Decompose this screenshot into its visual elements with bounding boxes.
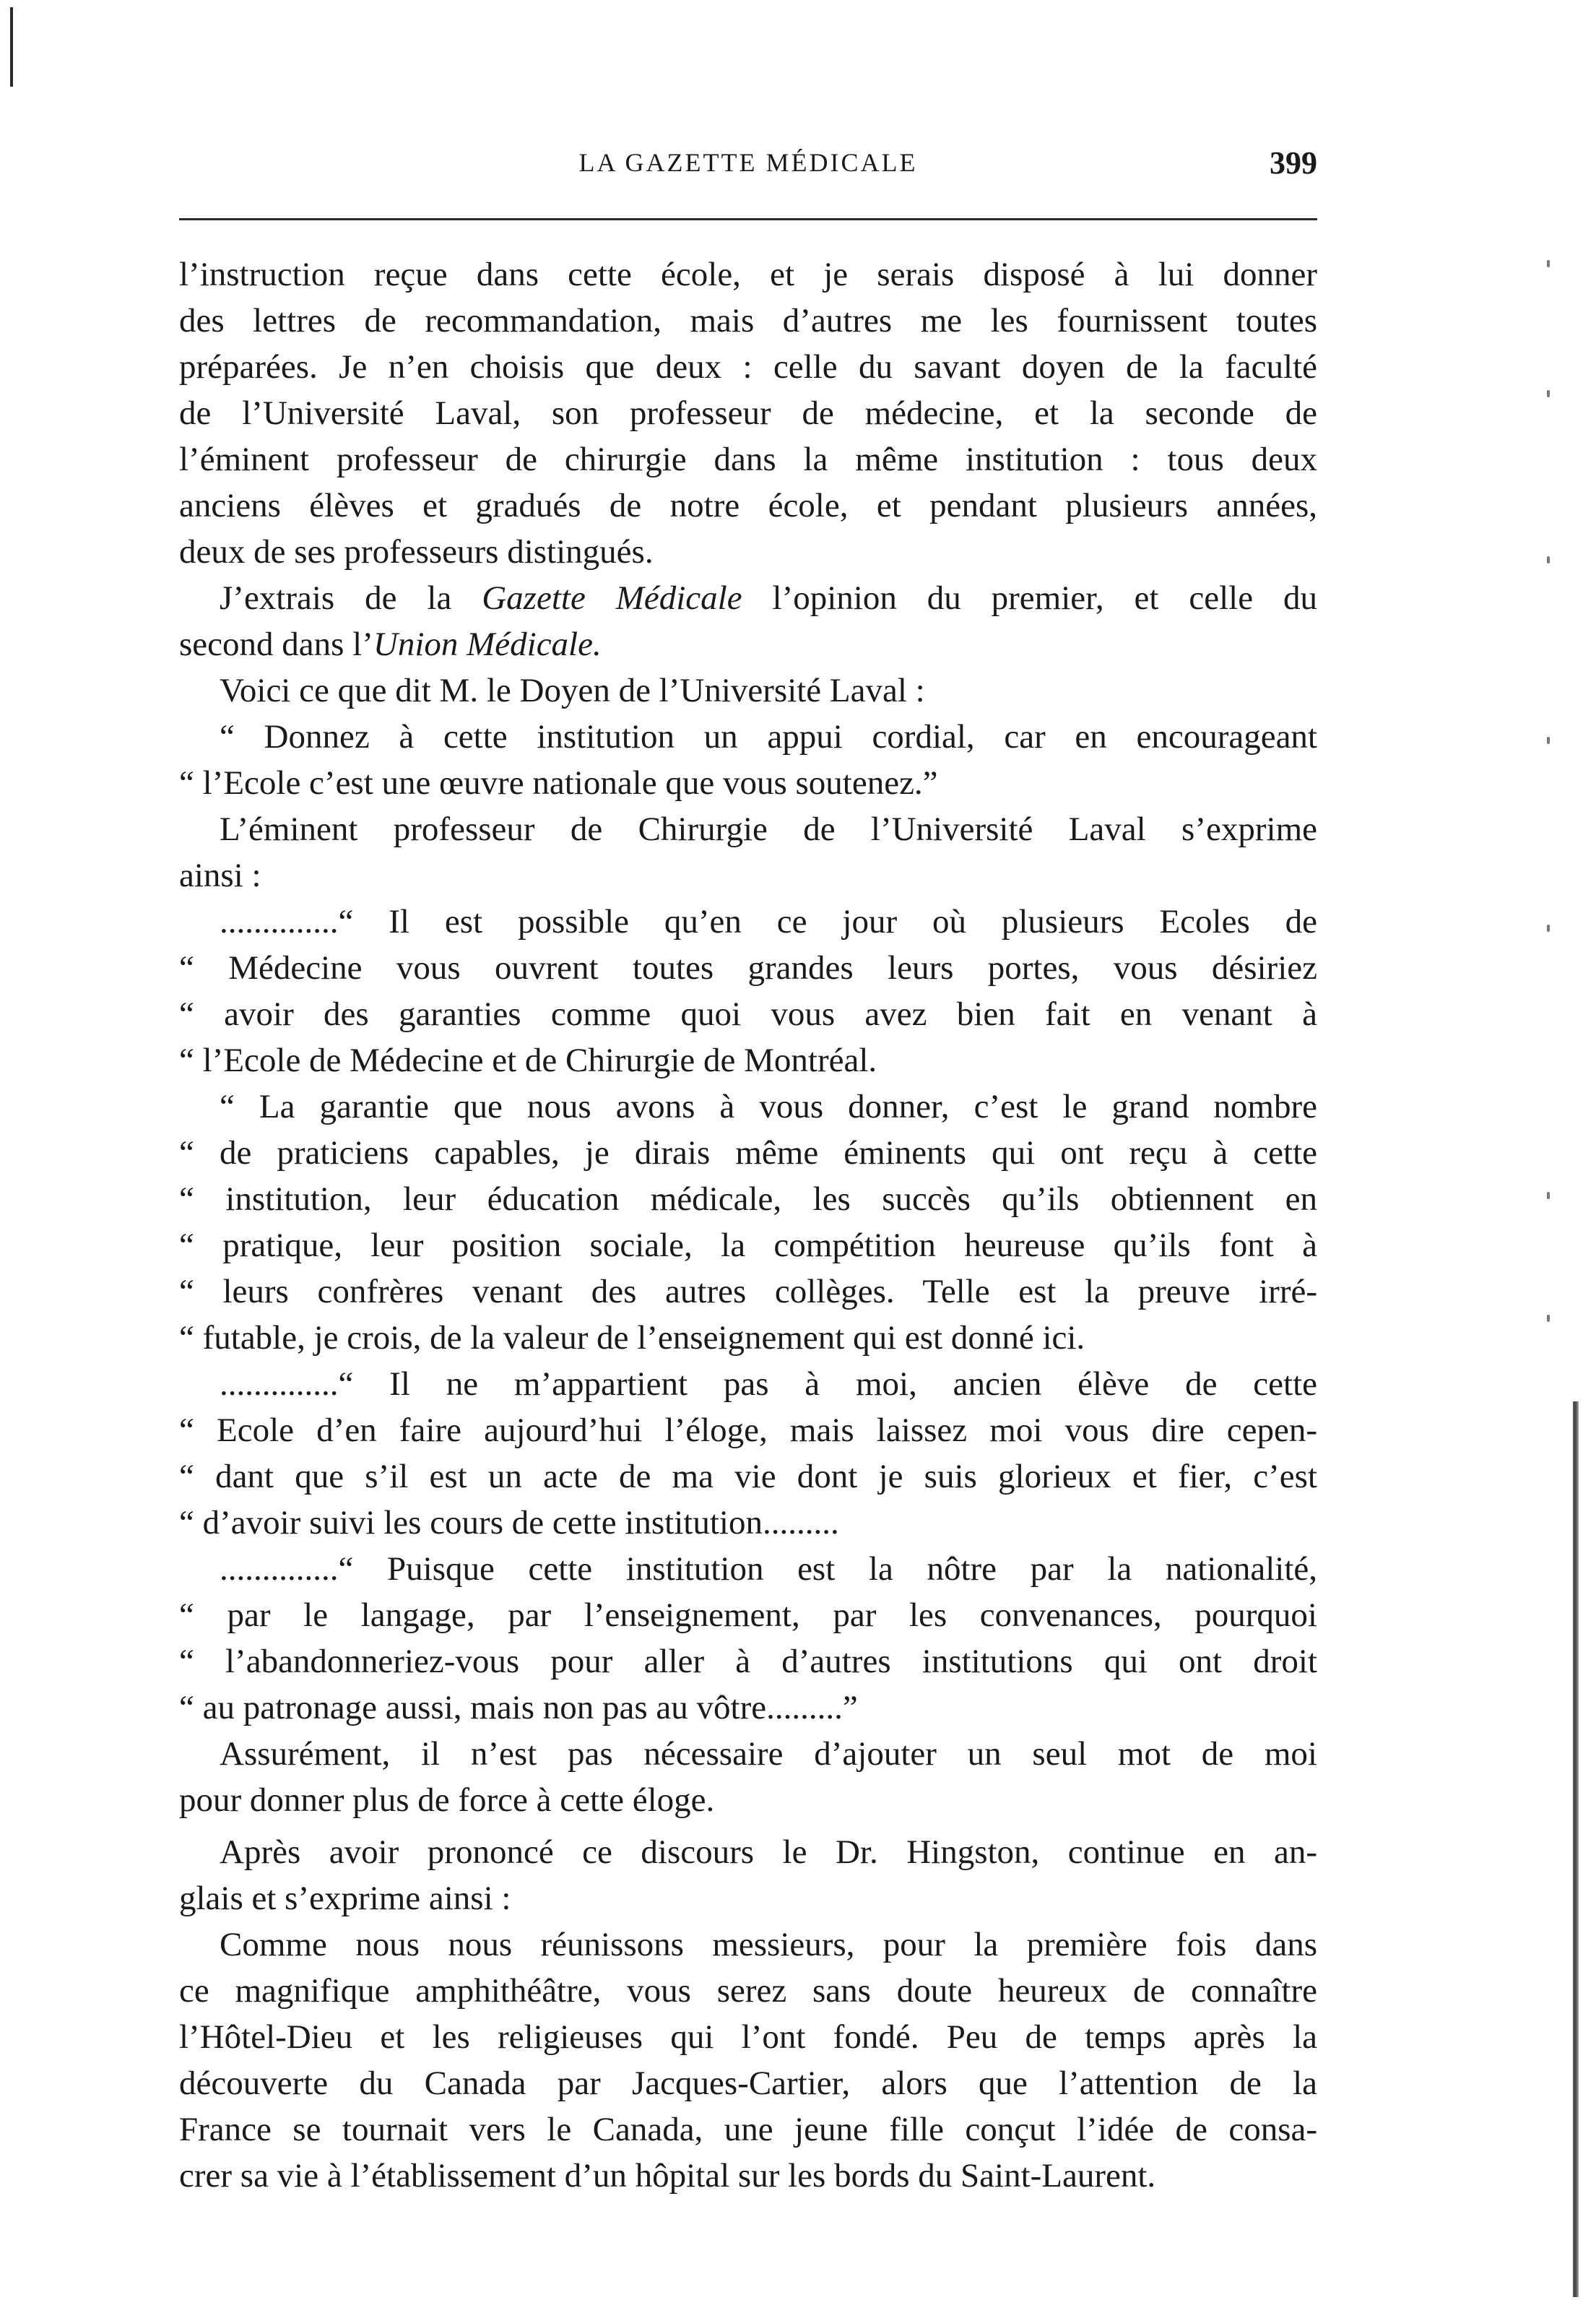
text-line: ainsi : (179, 857, 261, 894)
text-line: découverte du Canada par Jacques-Cartier, alors que l’attention de la (179, 2065, 1317, 2102)
quote-line: “ avoir des garanties comme quoi vous avez bien fait en venant à (179, 995, 1317, 1033)
text-line: Après avoir prononcé ce discours le Dr. Hingston, continue en an- (220, 1833, 1317, 1871)
quote-line: “ l’Ecole c’est une œuvre nationale que vous soutenez.” (179, 764, 938, 802)
scan-speck (1547, 390, 1550, 397)
scan-speck (1547, 556, 1550, 563)
quote-line: “ pratique, leur position sociale, la compétition heureuse qu’ils font à (179, 1227, 1317, 1264)
scan-speck (1547, 1315, 1550, 1322)
quote-line: “ institution, leur éducation médicale, les succès qu’ils obtiennent en (179, 1180, 1317, 1218)
quote-line: ..............“ Il est possible qu’en ce jour où plusieurs Ecoles de (220, 903, 1317, 941)
header-rule (179, 218, 1317, 220)
text-line: deux de ses professeurs distingués. (179, 533, 654, 571)
quote-line: “ Médecine vous ouvrent toutes grandes leurs portes, vous désiriez (179, 949, 1317, 987)
running-title: LA GAZETTE MÉDICALE (578, 148, 918, 177)
quote-line: “ de praticiens capables, je dirais même éminents qui ont reçu à cette (179, 1134, 1317, 1172)
body-text (179, 251, 1317, 2199)
publication-title: Gazette Médicale (482, 579, 742, 617)
quote-line: “ La garantie que nous avons à vous donner, c’est le grand nombre (220, 1088, 1317, 1125)
scan-speck (1547, 1192, 1550, 1199)
quote-line: ..............“ Il ne m’appartient pas à moi, ancien élève de cette (220, 1365, 1317, 1403)
quote-line: “ l’abandonneriez-vous pour aller à d’autres institutions qui ont droit (179, 1643, 1317, 1680)
text-line: de l’Université Laval, son professeur de médecine, et la seconde de (179, 394, 1317, 432)
text-line: anciens élèves et gradués de notre école, et pendant plusieurs années, (179, 487, 1317, 524)
text-line: préparées. Je n’en choisis que deux : celle du savant doyen de la faculté (179, 348, 1317, 386)
scan-edge-mark (10, 7, 13, 87)
quote-line: “ par le langage, par l’enseignement, par les convenances, pourquoi (179, 1596, 1317, 1634)
text-line: glais et s’exprime ainsi : (179, 1880, 511, 1917)
text-span: l’opinion du premier, et celle du (742, 579, 1317, 617)
quote-line: “ dant que s’il est un acte de ma vie dont je suis glorieux et fier, c’est (179, 1458, 1317, 1495)
text-line (179, 575, 1317, 621)
text-line: pour donner plus de force à cette éloge. (179, 1781, 715, 1819)
quote-line: “ l’Ecole de Médecine et de Chirurgie de Montréal. (179, 1042, 877, 1079)
text-line: France se tournait vers le Canada, une jeune fille conçut l’idée de consa- (179, 2111, 1317, 2148)
scan-binding-edge (1573, 1401, 1579, 2297)
quote-line: “ d’avoir suivi les cours de cette institution......... (179, 1504, 839, 1542)
text-span: J’extrais de la (220, 579, 482, 617)
text-line: L’éminent professeur de Chirurgie de l’Université Laval s’exprime (220, 810, 1317, 848)
text-line: Assurément, il n’est pas nécessaire d’ajouter un seul mot de moi (220, 1735, 1317, 1773)
text-line: Comme nous nous réunissons messieurs, pour la première fois dans (220, 1926, 1317, 1963)
quote-line: “ futable, je crois, de la valeur de l’enseignement qui est donné ici. (179, 1319, 1085, 1357)
quote-line: “ Donnez à cette institution un appui cordial, car en encourageant (220, 718, 1317, 756)
text-line: l’Hôtel-Dieu et les religieuses qui l’ont fondé. Peu de temps après la (179, 2018, 1317, 2056)
text-line: des lettres de recommandation, mais d’autres me les fournissent toutes (179, 302, 1317, 340)
text-span: second dans l’ (179, 626, 373, 663)
page-number: 399 (1270, 145, 1317, 181)
scan-speck (1547, 925, 1550, 932)
quote-line: ..............“ Puisque cette institution est la nôtre par la nationalité, (220, 1550, 1317, 1588)
running-head (179, 144, 1317, 188)
scan-speck (1547, 260, 1550, 267)
text-line: l’instruction reçue dans cette école, et je serais disposé à lui donner (179, 256, 1317, 293)
quote-line: “ Ecole d’en faire aujourd’hui l’éloge, mais laissez moi vous dire cepen- (179, 1411, 1317, 1449)
scan-specks (1547, 217, 1553, 1445)
publication-title: Union Médicale. (373, 626, 602, 663)
text-line: ce magnifique amphithéâtre, vous serez sans doute heureux de connaître (179, 1972, 1317, 2010)
text-line: l’éminent professeur de chirurgie dans la même institution : tous deux (179, 441, 1317, 478)
quote-line: “ leurs confrères venant des autres collèges. Telle est la preuve irré- (179, 1273, 1317, 1310)
scan-speck (1547, 737, 1550, 744)
quote-line: “ au patronage aussi, mais non pas au vôtre.........” (179, 1689, 858, 1726)
text-line: crer sa vie à l’établissement d’un hôpital sur les bords du Saint-Laurent. (179, 2157, 1156, 2195)
text-line: Voici ce que dit M. le Doyen de l’Université Laval : (220, 672, 925, 709)
text-line (179, 621, 1317, 667)
